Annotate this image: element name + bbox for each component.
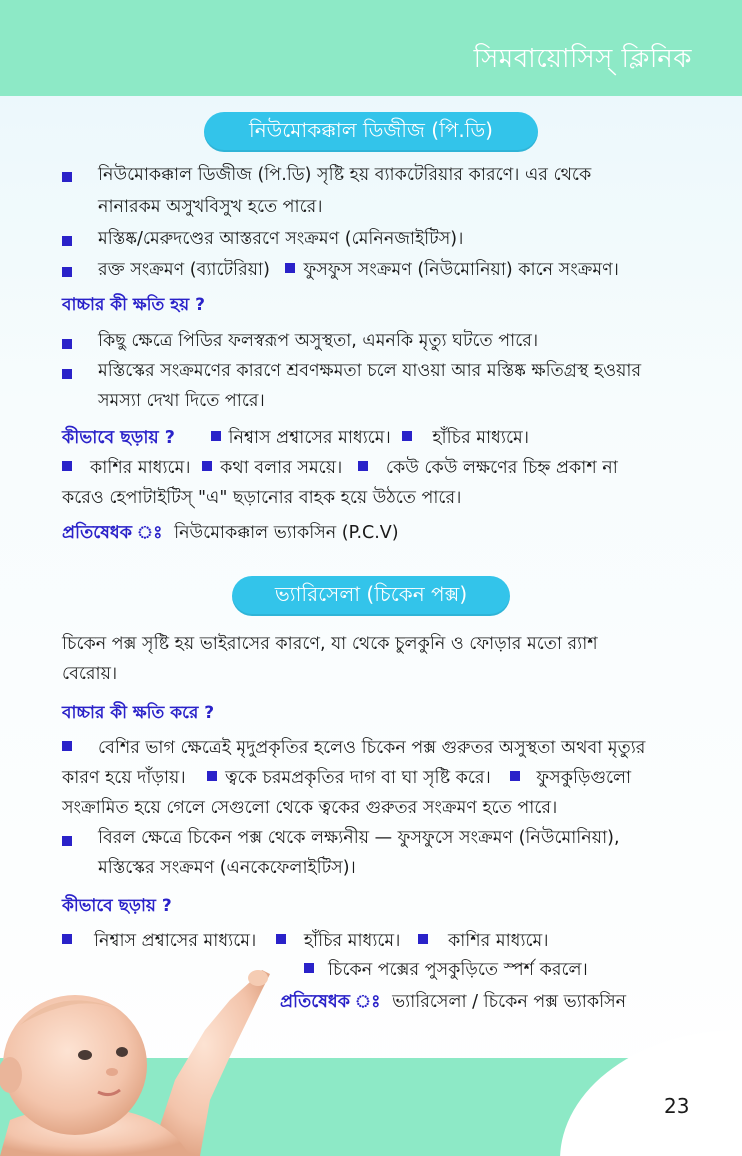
pd-vaccine bbox=[62, 521, 399, 545]
pd-vaccine-label: প্রতিষেধক ঃ bbox=[62, 523, 163, 543]
vz-harm-line-2 bbox=[62, 766, 631, 790]
bullet-icon bbox=[211, 431, 221, 441]
vz-intro-2: বেরোয়। bbox=[62, 664, 118, 684]
vz-spread-breath: নিশ্বাস প্রশ্বাসের মাধ্যমে। bbox=[94, 931, 257, 951]
vz-harm-1-cont: কারণ হয়ে দাঁড়ায়। bbox=[62, 768, 186, 788]
pd-spread-sneeze: হাঁচির মাধ্যমে। bbox=[432, 428, 529, 448]
vz-harm-1: বেশির ভাগ ক্ষেত্রেই মৃদুপ্রকৃতির হলেও চিকেন পক্স গুরুতর অসুস্থতা অথবা মৃত্যুর bbox=[98, 738, 646, 758]
section-title-pneumococcal: নিউমোকক্কাল ডিজীজ (পি.ডি) bbox=[204, 112, 538, 152]
pd-spread-cough: কাশির মাধ্যমে। bbox=[90, 458, 191, 478]
vz-vaccine bbox=[280, 990, 626, 1014]
vz-harm-4: বিরল ক্ষেত্রে চিকেন পক্স থেকে লক্ষ্যনীয় — ফুসফুসে সংক্রমণ (নিউমোনিয়া), bbox=[98, 828, 620, 848]
bullet-icon bbox=[62, 461, 72, 471]
pd-spread-heading: কীভাবে ছড়ায় ? bbox=[62, 428, 175, 448]
bullet-icon bbox=[207, 771, 217, 781]
bullet-icon bbox=[62, 836, 72, 846]
vz-harm-heading: বাচ্চার কী ক্ষতি করে ? bbox=[62, 703, 215, 723]
bullet-icon bbox=[62, 369, 72, 379]
bullet-icon bbox=[402, 431, 412, 441]
pd-spread-line-1 bbox=[62, 426, 529, 450]
vz-spread-cough: কাশির মাধ্যমে। bbox=[447, 931, 549, 951]
pd-bullet-2: মস্তিষ্ক/মেরুদণ্ডের আস্তরণে সংক্রমণ (মেনিনজাইটিস)। bbox=[98, 229, 464, 249]
vz-spread-line-1 bbox=[62, 929, 549, 953]
pd-lung-infection: ফুসফুস সংক্রমণ (নিউমোনিয়া) কানে সংক্রমণ। bbox=[303, 260, 619, 280]
bullet-icon bbox=[510, 771, 520, 781]
pd-harm-2: মস্তিস্কের সংক্রমণের কারণে শ্রবণক্ষমতা চলে যাওয়া আর মস্তিষ্ক ক্ষতিগ্রস্থ হওয়ার bbox=[98, 361, 642, 381]
vz-spread-sneeze: হাঁচির মাধ্যমে। bbox=[303, 931, 401, 951]
footer-curve bbox=[560, 1030, 742, 1156]
pd-harm-2-cont: সমস্যা দেখা দিতে পারে। bbox=[98, 391, 265, 411]
bullet-icon bbox=[418, 934, 428, 944]
pd-bullet-3 bbox=[98, 258, 619, 282]
bullet-icon bbox=[276, 934, 286, 944]
vz-vaccine-label: প্রতিষেধক ঃ bbox=[280, 992, 381, 1012]
pd-vaccine-value: নিউমোকক্কাল ভ্যাকসিন (P.C.V) bbox=[174, 523, 399, 543]
bullet-icon bbox=[62, 267, 72, 277]
page-number: 23 bbox=[664, 1094, 690, 1118]
pd-bullet-1-cont: নানারকম অসুখবিসুখ হতে পারে। bbox=[98, 197, 323, 217]
bullet-icon bbox=[62, 934, 72, 944]
bullet-icon bbox=[62, 236, 72, 246]
pd-spread-line-3: করেও হেপাটাইটিস্ "এ" ছড়ানোর বাহক হয়ে উঠতে পারে। bbox=[62, 488, 462, 508]
vz-spread-heading: কীভাবে ছড়ায় ? bbox=[62, 896, 172, 916]
vz-spread-touch: চিকেন পক্সের পুসকুড়িতে স্পর্শ করলে। bbox=[328, 960, 588, 980]
vz-harm-3: ফুসকুড়িগুলো bbox=[536, 768, 632, 788]
vz-spread-line-2 bbox=[304, 958, 588, 982]
section-title-varicella: ভ্যারিসেলা (চিকেন পক্স) bbox=[232, 576, 510, 616]
bullet-icon bbox=[202, 461, 212, 471]
pd-harm-heading: বাচ্চার কী ক্ষতি হয় ? bbox=[62, 295, 205, 315]
pd-harm-1: কিছু ক্ষেত্রে পিডির ফলস্বরূপ অসুস্থতা, এমনকি মৃত্যু ঘটতে পারে। bbox=[98, 331, 539, 351]
bullet-icon bbox=[304, 963, 314, 973]
bullet-icon bbox=[358, 461, 368, 471]
pd-spread-line-2 bbox=[62, 456, 618, 480]
vz-harm-2: ত্বকে চরমপ্রকৃতির দাগ বা ঘা সৃষ্টি করে। bbox=[225, 768, 491, 788]
bullet-icon bbox=[62, 339, 72, 349]
pd-spread-talk: কথা বলার সময়ে। bbox=[220, 458, 343, 478]
pd-spread-carrier: কেউ কেউ লক্ষণের চিহ্ন প্রকাশ না bbox=[385, 458, 618, 478]
bullet-icon bbox=[62, 741, 72, 751]
bullet-icon bbox=[62, 172, 72, 182]
pd-blood-infection: রক্ত সংক্রমণ (ব্যাটেরিয়া) bbox=[98, 260, 270, 280]
vz-harm-line-1 bbox=[62, 736, 645, 760]
baby-photo bbox=[0, 960, 300, 1156]
vz-intro-1: চিকেন পক্স সৃষ্টি হয় ভাইরাসের কারণে, যা থেকে চুলকুনি ও ফোড়ার মতো র‍্যাশ bbox=[62, 634, 598, 654]
header-title: সিমবায়োসিস্ ক্লিনিক bbox=[473, 44, 692, 74]
pd-spread-breath: নিশ্বাস প্রশ্বাসের মাধ্যমে। bbox=[228, 428, 391, 448]
vz-vaccine-value: ভ্যারিসেলা / চিকেন পক্স ভ্যাকসিন bbox=[392, 992, 627, 1012]
bullet-icon bbox=[285, 263, 295, 273]
vz-harm-4-cont: মস্তিস্কের সংক্রমণ (এনকেফেলাইটিস)। bbox=[98, 858, 356, 878]
vz-harm-line-3: সংক্রামিত হয়ে গেলে সেগুলো থেকে ত্বকের গুরুতর সংক্রমণ হতে পারে। bbox=[62, 798, 558, 818]
header-band bbox=[0, 0, 742, 96]
pd-bullet-1: নিউমোকক্কাল ডিজীজ (পি.ডি) সৃষ্টি হয় ব্যাকটেরিয়ার কারণে। এর থেকে bbox=[98, 165, 592, 185]
